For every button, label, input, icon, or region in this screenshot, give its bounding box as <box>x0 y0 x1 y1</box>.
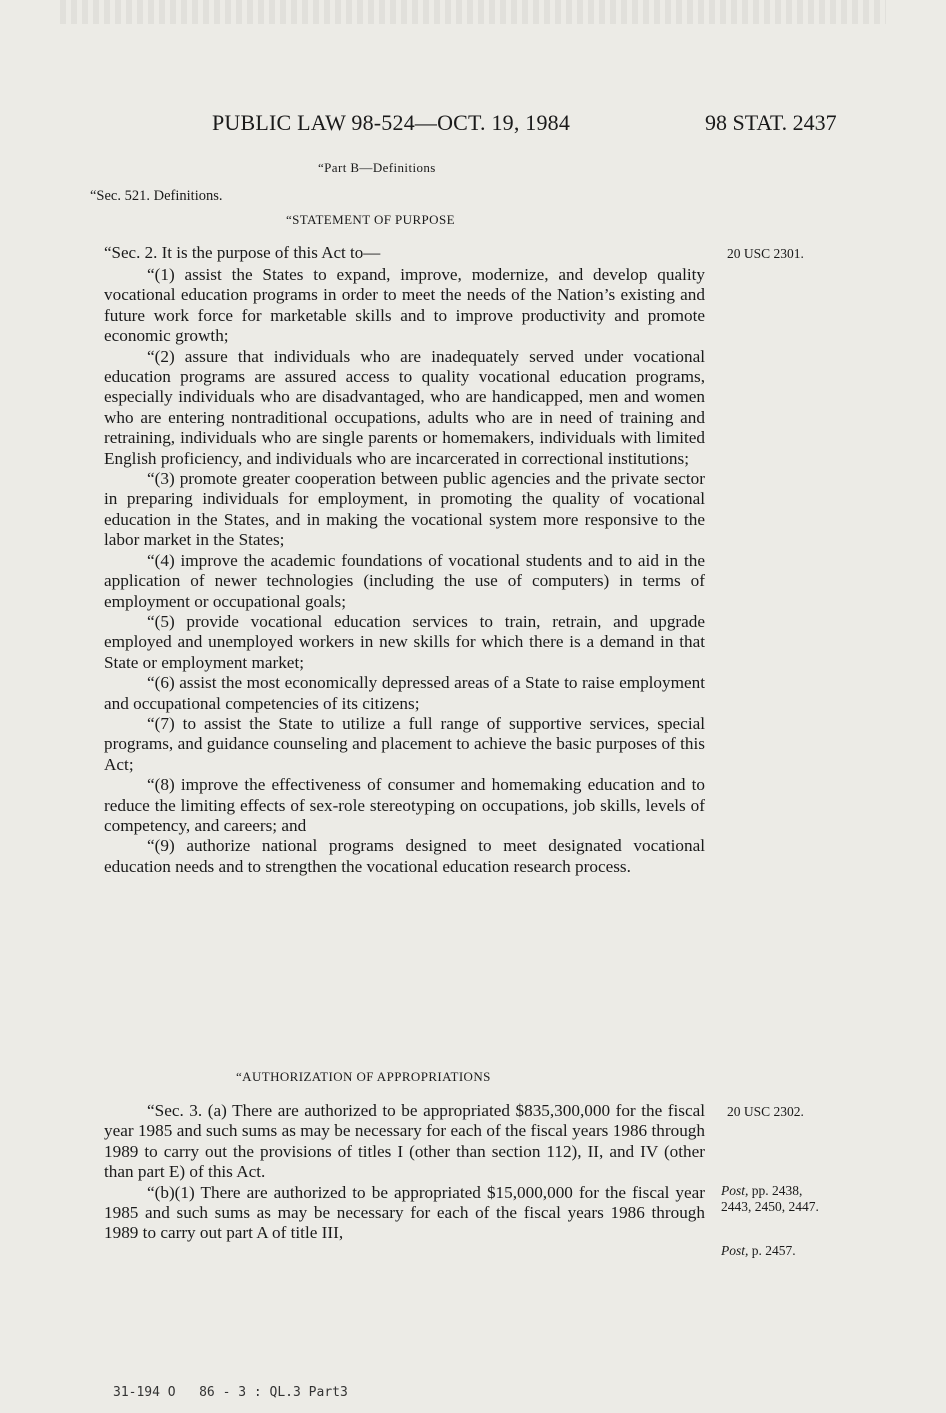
bleed-through-text <box>60 0 886 24</box>
margin-note-post-pages <box>721 1183 819 1215</box>
sec2-intro: “Sec. 2. It is the purpose of this Act to— <box>104 243 381 262</box>
purpose-item: “(3) promote greater cooperation between public agencies and the private sector in preparing individuals for employment, in promoting the quality of vocational education in the States, and in making the vocational system more responsive to the labor market in the States; <box>104 469 705 550</box>
post-label: Post, <box>721 1243 749 1258</box>
post-page-rest: p. 2457. <box>748 1243 796 1258</box>
page-header-title: PUBLIC LAW 98-524—OCT. 19, 1984 <box>212 110 571 135</box>
post-pages-rest: pp. 2438, <box>748 1183 803 1198</box>
sec3-paragraph: “(b)(1) There are authorized to be appropriated $15,000,000 for the fiscal year 1985 and such sums as may be necessary for each of the fiscal years 1986 through 1989 to carry out part A of title III, <box>104 1182 705 1243</box>
purpose-item: “(2) assure that individuals who are inadequately served under vocational education programs are assured access to quality vocational education programs, especially individuals who are disadvantaged, who are handicapped, men and women who are entering nontraditional occupations, adults who are in need of training and retraining, individuals who are single parents or homemakers, individuals with limited English proficiency, and individuals who are incarcerated in correctional institutions; <box>104 346 705 468</box>
purpose-item: “(1) assist the States to expand, improve, modernize, and develop quality vocational education programs in order to meet the needs of the Nation’s existing and future work force for marketable skills and to improve productivity and promote economic growth; <box>104 265 705 346</box>
post-label: Post, <box>721 1183 749 1198</box>
sec3-paragraph: “Sec. 3. (a) There are authorized to be appropriated $835,300,000 for the fiscal year 1985 and such sums as may be necessary for each of the fiscal years 1986 through 1989 to carry out the provisions of titles I (other than section 112), II, and IV (other than part E) of this Act. <box>104 1101 705 1182</box>
purpose-item: “(6) assist the most economically depressed areas of a State to raise employment and occupational competencies of its citizens; <box>104 673 705 713</box>
purpose-list <box>104 265 705 877</box>
page-header-stat: 98 STAT. 2437 <box>705 110 837 135</box>
post-pages-line2: 2443, 2450, 2447. <box>721 1199 819 1214</box>
appropriations-heading: “AUTHORIZATION OF APPROPRIATIONS <box>236 1069 491 1084</box>
sec3-block <box>104 1101 705 1244</box>
purpose-heading: “STATEMENT OF PURPOSE <box>286 212 455 227</box>
part-heading: “Part B—Definitions <box>318 160 436 175</box>
margin-note-usc-2302: 20 USC 2302. <box>727 1104 804 1119</box>
purpose-item: “(4) improve the academic foundations of vocational students and to aid in the application of newer technologies (including the use of computers) in terms of employment or occupational goals; <box>104 550 705 611</box>
margin-note-usc-2301: 20 USC 2301. <box>727 246 804 261</box>
purpose-item: “(5) provide vocational education services to train, retrain, and upgrade employed and unemployed workers in new skills for which there is a demand in that State or employment market; <box>104 611 705 672</box>
purpose-item: “(9) authorize national programs designed to meet designated vocational education needs and to strengthen the vocational education research process. <box>104 836 705 876</box>
print-footer: 31-194 O 86 - 3 : QL.3 Part3 <box>113 1385 348 1400</box>
margin-note-post-page <box>721 1243 796 1259</box>
purpose-item: “(8) improve the effectiveness of consumer and homemaking education and to reduce the limiting effects of sex-role stereotyping on occupations, job skills, levels of competency, and careers; and <box>104 775 705 835</box>
purpose-item: “(7) to assist the State to utilize a full range of supportive services, special programs, and guidance counseling and placement to achieve the basic purposes of this Act; <box>104 713 705 774</box>
toc-line: “Sec. 521. Definitions. <box>90 188 223 204</box>
